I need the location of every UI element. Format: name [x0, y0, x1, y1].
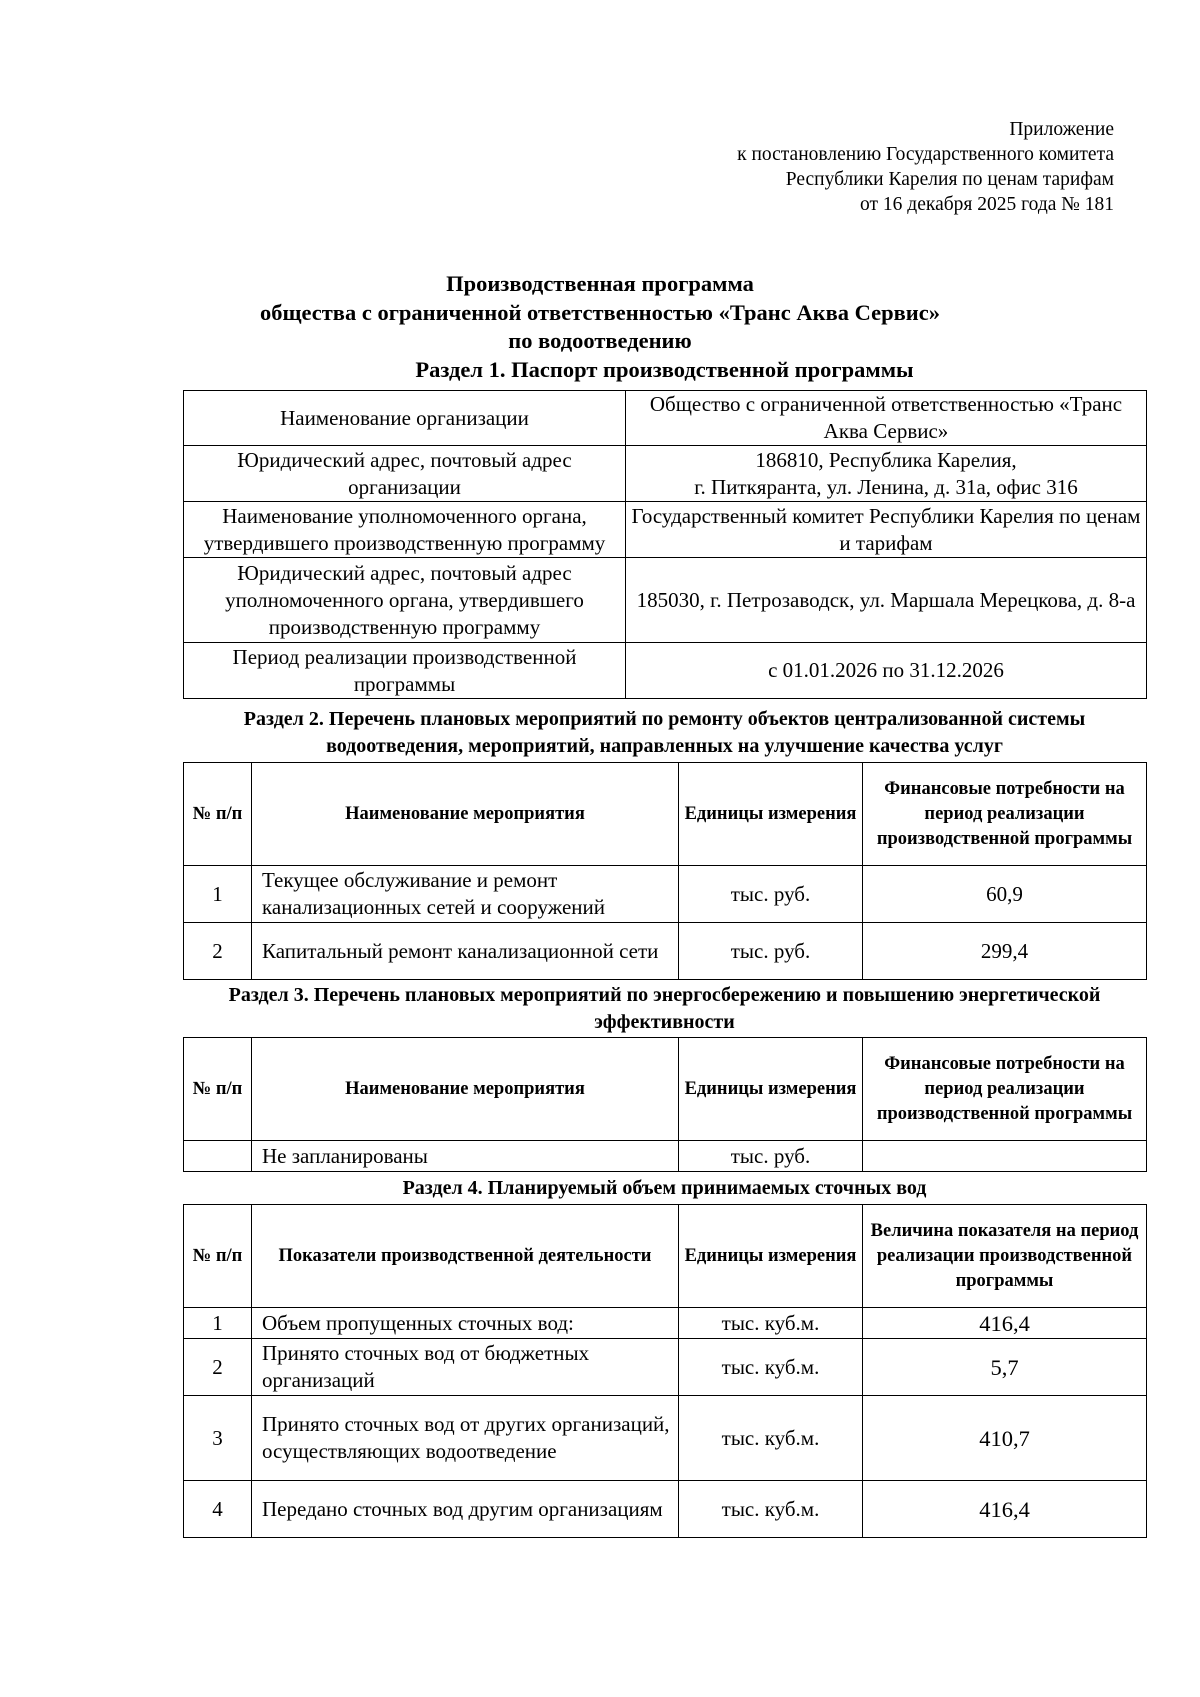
- unit-cell: тыс. руб.: [679, 866, 863, 923]
- column-header: Показатели производственной деятельности: [252, 1205, 679, 1308]
- passport-label: Юридический адрес, почтовый адрес уполномоченного органа, утвердившего производственную программу: [184, 558, 626, 643]
- table-row: [184, 866, 1147, 923]
- row-number: 4: [184, 1481, 252, 1538]
- unit-cell: тыс. руб.: [679, 923, 863, 980]
- appendix-line: к постановлению Государственного комитета: [737, 144, 1114, 165]
- table-row: [184, 391, 1147, 446]
- section3-heading: Раздел 3. Перечень плановых мероприятий по энергосбережению и повышению энергетической эффективности: [228, 984, 1101, 1033]
- indicator-name: Объем пропущенных сточных вод:: [252, 1308, 679, 1339]
- row-number: 3: [184, 1396, 252, 1481]
- column-header: Наименование мероприятия: [252, 763, 679, 866]
- row-number: [184, 1141, 252, 1172]
- measure-name: Капитальный ремонт канализационной сети: [252, 923, 679, 980]
- row-number: 1: [184, 866, 252, 923]
- table-row: [184, 1396, 1147, 1481]
- row-number: 1: [184, 1308, 252, 1339]
- column-header: № п/п: [184, 763, 252, 866]
- value-cell: 299,4: [863, 923, 1147, 980]
- section1-heading: Раздел 1. Паспорт производственной программы: [415, 357, 914, 382]
- title-line: по водоотведению: [508, 328, 692, 353]
- indicator-name: Принято сточных вод от бюджетных организаций: [252, 1339, 679, 1396]
- section2-heading: Раздел 2. Перечень плановых мероприятий по ремонту объектов централизованной системы водоотведения, мероприятий, направленных на улучшение качества услуг: [243, 708, 1086, 757]
- table-row: [184, 558, 1147, 643]
- column-header: Наименование мероприятия: [252, 1038, 679, 1141]
- passport-value: с 01.01.2026 по 31.12.2026: [626, 643, 1147, 699]
- indicator-name: Принято сточных вод от других организаций, осуществляющих водоотведение: [252, 1396, 679, 1481]
- table-row: [184, 923, 1147, 980]
- indicator-name: Передано сточных вод другим организациям: [252, 1481, 679, 1538]
- column-header: Финансовые потребности на период реализации производственной программы: [863, 763, 1147, 866]
- passport-label: Наименование организации: [184, 391, 626, 446]
- value-cell: 416,4: [863, 1308, 1147, 1339]
- appendix-line: от 16 декабря 2025 года № 181: [860, 194, 1114, 215]
- passport-value: [626, 446, 1147, 502]
- column-header: Единицы измерения: [679, 763, 863, 866]
- table-row: [184, 502, 1147, 558]
- column-header: Финансовые потребности на период реализации производственной программы: [863, 1038, 1147, 1141]
- passport-label: Юридический адрес, почтовый адрес организации: [184, 446, 626, 502]
- column-header: Единицы измерения: [679, 1205, 863, 1308]
- unit-cell: тыс. куб.м.: [679, 1339, 863, 1396]
- energy-measures-table: [183, 1037, 1147, 1172]
- wastewater-volume-table: [183, 1204, 1147, 1538]
- unit-cell: тыс. куб.м.: [679, 1308, 863, 1339]
- repair-measures-table: [183, 762, 1147, 980]
- unit-cell: тыс. куб.м.: [679, 1396, 863, 1481]
- title-line: Производственная программа: [446, 271, 754, 296]
- table-row: [184, 1308, 1147, 1339]
- appendix-line: Приложение: [1009, 119, 1114, 140]
- table-row: [184, 446, 1147, 502]
- value-cell: [863, 1141, 1147, 1172]
- column-header: № п/п: [184, 1038, 252, 1141]
- document-title: [0, 270, 1200, 356]
- unit-cell: тыс. руб.: [679, 1141, 863, 1172]
- table-header-row: [184, 1205, 1147, 1308]
- value-cell: 5,7: [863, 1339, 1147, 1396]
- table-row: [184, 1339, 1147, 1396]
- passport-label: Наименование уполномоченного органа, утвердившего производственную программу: [184, 502, 626, 558]
- passport-value-line: 186810, Республика Карелия,: [755, 447, 1017, 472]
- table-row: [184, 643, 1147, 699]
- appendix-block: [554, 117, 1114, 217]
- title-line: общества с ограниченной ответственностью «Транс Аква Сервис»: [260, 299, 940, 325]
- passport-table: [183, 390, 1147, 699]
- value-cell: 416,4: [863, 1481, 1147, 1538]
- column-header: № п/п: [184, 1205, 252, 1308]
- passport-value: 185030, г. Петрозаводск, ул. Маршала Мерецкова, д. 8-а: [626, 558, 1147, 643]
- measure-name: Текущее обслуживание и ремонт канализационных сетей и сооружений: [252, 866, 679, 923]
- measure-name: Не запланированы: [252, 1141, 679, 1172]
- column-header: Величина показателя на период реализации производственной программы: [863, 1205, 1147, 1308]
- passport-value: Общество с ограниченной ответственностью «Транс Аква Сервис»: [626, 391, 1147, 446]
- table-row: [184, 1141, 1147, 1172]
- section4-heading: Раздел 4. Планируемый объем принимаемых сточных вод: [402, 1177, 927, 1199]
- value-cell: 60,9: [863, 866, 1147, 923]
- unit-cell: тыс. куб.м.: [679, 1481, 863, 1538]
- table-header-row: [184, 763, 1147, 866]
- passport-label: Период реализации производственной программы: [184, 643, 626, 699]
- value-cell: 410,7: [863, 1396, 1147, 1481]
- table-row: [184, 1481, 1147, 1538]
- column-header: Единицы измерения: [679, 1038, 863, 1141]
- appendix-line: Республики Карелия по ценам тарифам: [785, 169, 1114, 190]
- passport-value: Государственный комитет Республики Карелия по ценам и тарифам: [626, 502, 1147, 558]
- passport-value-line: г. Питкяранта, ул. Ленина, д. 31а, офис 316: [694, 474, 1078, 499]
- row-number: 2: [184, 1339, 252, 1396]
- table-header-row: [184, 1038, 1147, 1141]
- row-number: 2: [184, 923, 252, 980]
